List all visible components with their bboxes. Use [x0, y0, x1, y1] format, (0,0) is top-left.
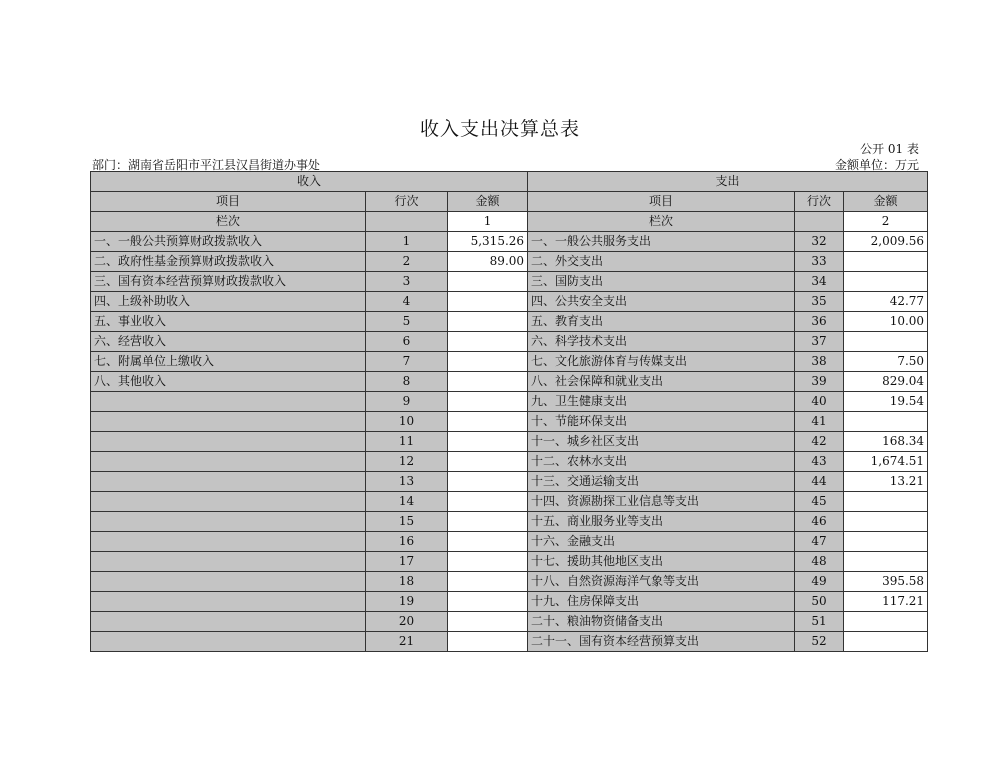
expense-row-number: 50 [795, 592, 844, 612]
expense-row-number: 34 [795, 272, 844, 292]
income-amount [448, 592, 528, 612]
expense-amount: 117.21 [844, 592, 928, 612]
income-row-number: 21 [366, 632, 448, 652]
income-col-number: 1 [448, 212, 528, 232]
income-row-number: 10 [366, 412, 448, 432]
department-label: 部门：湖南省岳阳市平江县汉昌街道办事处 [92, 158, 321, 172]
income-amount [448, 392, 528, 412]
table-row [91, 472, 928, 492]
table-row [91, 532, 928, 552]
income-amount [448, 352, 528, 372]
income-item-cell: 八、其他收入 [91, 372, 366, 392]
expense-item-cell: 二、外交支出 [528, 252, 795, 272]
page-title: 收入支出决算总表 [419, 118, 580, 140]
expense-item-cell: 九、卫生健康支出 [528, 392, 795, 412]
income-lanci-row-cell [366, 212, 448, 232]
income-amount [448, 572, 528, 592]
expense-amount: 10.00 [844, 312, 928, 332]
expense-amount: 19.54 [844, 392, 928, 412]
expense-item-cell: 三、国防支出 [528, 272, 795, 292]
expense-row-number: 40 [795, 392, 844, 412]
income-item-cell: 三、国有资本经营预算财政拨款收入 [91, 272, 366, 292]
income-row-number: 4 [366, 292, 448, 312]
expense-amount [844, 632, 928, 652]
expense-amount: 1,674.51 [844, 452, 928, 472]
table-row [91, 512, 928, 532]
table-row [91, 492, 928, 512]
income-amount [448, 532, 528, 552]
expense-row-number: 47 [795, 532, 844, 552]
table-row [91, 572, 928, 592]
table-row [91, 312, 928, 332]
income-amount [448, 472, 528, 492]
expense-amount: 2,009.56 [844, 232, 928, 252]
income-item-cell [91, 592, 366, 612]
income-item-cell [91, 432, 366, 452]
income-item-cell [91, 412, 366, 432]
expense-amount [844, 252, 928, 272]
income-amount: 89.00 [448, 252, 528, 272]
income-amount-header: 金额 [448, 192, 528, 212]
expense-row-number: 42 [795, 432, 844, 452]
income-row-number: 17 [366, 552, 448, 572]
income-row-number: 19 [366, 592, 448, 612]
expense-item-cell: 四、公共安全支出 [528, 292, 795, 312]
expense-item-cell: 二十、粮油物资储备支出 [528, 612, 795, 632]
expense-row-number: 32 [795, 232, 844, 252]
table-row [91, 592, 928, 612]
income-item-cell [91, 472, 366, 492]
expense-row-number: 43 [795, 452, 844, 472]
expense-lanci-label: 栏次 [528, 212, 795, 232]
table-row [91, 392, 928, 412]
table-row [91, 612, 928, 632]
income-row-number: 9 [366, 392, 448, 412]
expense-row-number: 51 [795, 612, 844, 632]
table-row [91, 452, 928, 472]
table-row [91, 332, 928, 352]
income-row-number: 14 [366, 492, 448, 512]
table-row [91, 632, 928, 652]
amount-unit-label: 金额单位：万元 [834, 158, 919, 172]
expense-item-header: 项目 [528, 192, 795, 212]
income-item-cell [91, 532, 366, 552]
income-amount [448, 492, 528, 512]
income-item-cell [91, 632, 366, 652]
income-amount [448, 632, 528, 652]
expense-amount [844, 332, 928, 352]
income-item-cell: 二、政府性基金预算财政拨款收入 [91, 252, 366, 272]
column-number-row [91, 212, 928, 232]
expense-item-cell: 十五、商业服务业等支出 [528, 512, 795, 532]
table-row [91, 552, 928, 572]
income-row-header: 行次 [366, 192, 448, 212]
income-amount [448, 612, 528, 632]
expense-row-number: 44 [795, 472, 844, 492]
income-item-cell [91, 492, 366, 512]
income-item-cell: 七、附属单位上缴收入 [91, 352, 366, 372]
expense-amount [844, 272, 928, 292]
income-amount [448, 312, 528, 332]
income-item-cell: 一、一般公共预算财政拨款收入 [91, 232, 366, 252]
income-item-cell: 五、事业收入 [91, 312, 366, 332]
income-row-number: 6 [366, 332, 448, 352]
table-row [91, 272, 928, 292]
expense-row-number: 33 [795, 252, 844, 272]
income-amount [448, 292, 528, 312]
expense-item-cell: 七、文化旅游体育与传媒支出 [528, 352, 795, 372]
table-row [91, 352, 928, 372]
income-row-number: 12 [366, 452, 448, 472]
expense-item-cell: 十九、住房保障支出 [528, 592, 795, 612]
income-item-header: 项目 [91, 192, 366, 212]
table-row [91, 292, 928, 312]
expense-amount [844, 552, 928, 572]
expense-amount [844, 412, 928, 432]
income-item-cell [91, 392, 366, 412]
expense-row-number: 37 [795, 332, 844, 352]
table-row [91, 412, 928, 432]
income-amount [448, 552, 528, 572]
expense-row-number: 46 [795, 512, 844, 532]
expense-item-cell: 十二、农林水支出 [528, 452, 795, 472]
income-item-cell [91, 452, 366, 472]
income-row-number: 1 [366, 232, 448, 252]
income-row-number: 18 [366, 572, 448, 592]
income-row-number: 2 [366, 252, 448, 272]
expense-amount: 7.50 [844, 352, 928, 372]
expense-item-cell: 十一、城乡社区支出 [528, 432, 795, 452]
income-row-number: 15 [366, 512, 448, 532]
table-row [91, 232, 928, 252]
income-amount [448, 432, 528, 452]
expense-amount-header: 金额 [844, 192, 928, 212]
income-item-cell [91, 572, 366, 592]
income-amount [448, 512, 528, 532]
expense-amount [844, 492, 928, 512]
expense-item-cell: 八、社会保障和就业支出 [528, 372, 795, 392]
income-row-number: 5 [366, 312, 448, 332]
expense-item-cell: 十三、交通运输支出 [528, 472, 795, 492]
column-header-row [91, 192, 928, 212]
income-amount [448, 452, 528, 472]
income-header: 收入 [91, 172, 528, 192]
income-expense-table [90, 171, 928, 652]
expense-row-number: 39 [795, 372, 844, 392]
expense-row-header: 行次 [795, 192, 844, 212]
income-row-number: 20 [366, 612, 448, 632]
expense-row-number: 35 [795, 292, 844, 312]
income-item-cell [91, 512, 366, 532]
expense-row-number: 52 [795, 632, 844, 652]
expense-amount: 42.77 [844, 292, 928, 312]
table-row [91, 432, 928, 452]
expense-item-cell: 一、一般公共服务支出 [528, 232, 795, 252]
expense-row-number: 49 [795, 572, 844, 592]
expense-lanci-row-cell [795, 212, 844, 232]
income-item-cell [91, 552, 366, 572]
section-header-row [91, 172, 928, 192]
income-amount [448, 332, 528, 352]
expense-row-number: 36 [795, 312, 844, 332]
expense-header: 支出 [528, 172, 928, 192]
expense-amount: 395.58 [844, 572, 928, 592]
expense-item-cell: 五、教育支出 [528, 312, 795, 332]
income-row-number: 3 [366, 272, 448, 292]
expense-row-number: 48 [795, 552, 844, 572]
expense-item-cell: 十四、资源勘探工业信息等支出 [528, 492, 795, 512]
expense-amount [844, 512, 928, 532]
income-item-cell: 六、经营收入 [91, 332, 366, 352]
expense-row-number: 45 [795, 492, 844, 512]
income-item-cell: 四、上级补助收入 [91, 292, 366, 312]
expense-item-cell: 十六、金融支出 [528, 532, 795, 552]
expense-item-cell: 六、科学技术支出 [528, 332, 795, 352]
expense-item-cell: 十八、自然资源海洋气象等支出 [528, 572, 795, 592]
income-amount [448, 272, 528, 292]
income-row-number: 8 [366, 372, 448, 392]
expense-item-cell: 二十一、国有资本经营预算支出 [528, 632, 795, 652]
income-row-number: 11 [366, 432, 448, 452]
expense-item-cell: 十、节能环保支出 [528, 412, 795, 432]
form-number: 公开 01 表 [860, 142, 919, 156]
table-row [91, 372, 928, 392]
income-amount [448, 372, 528, 392]
income-lanci-label: 栏次 [91, 212, 366, 232]
expense-item-cell: 十七、援助其他地区支出 [528, 552, 795, 572]
income-row-number: 7 [366, 352, 448, 372]
income-item-cell [91, 612, 366, 632]
expense-col-number: 2 [844, 212, 928, 232]
income-row-number: 16 [366, 532, 448, 552]
expense-amount: 13.21 [844, 472, 928, 492]
expense-amount [844, 612, 928, 632]
expense-amount [844, 532, 928, 552]
expense-row-number: 38 [795, 352, 844, 372]
expense-amount: 829.04 [844, 372, 928, 392]
income-amount [448, 412, 528, 432]
expense-row-number: 41 [795, 412, 844, 432]
income-row-number: 13 [366, 472, 448, 492]
expense-amount: 168.34 [844, 432, 928, 452]
table-row [91, 252, 928, 272]
income-amount: 5,315.26 [448, 232, 528, 252]
